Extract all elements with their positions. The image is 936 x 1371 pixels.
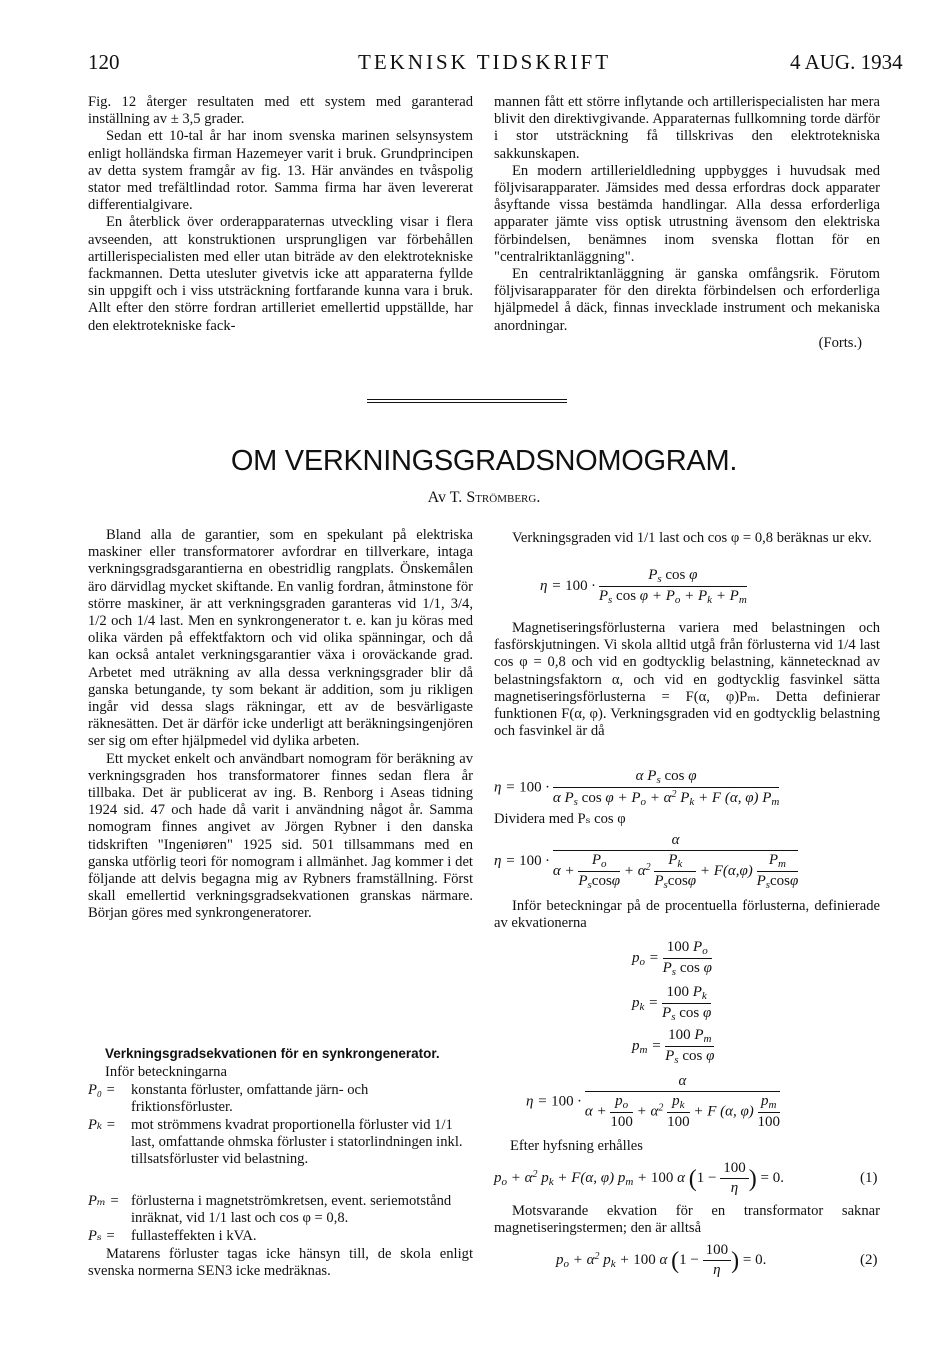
right-text: Verkningsgraden vid 1/1 last och cos φ = 0,8 beräknas ur ekv.	[512, 530, 872, 546]
prev-right-column	[494, 94, 880, 352]
issue-date: 4 AUG. 1934	[790, 50, 903, 74]
page-number: 120	[88, 50, 120, 74]
definition-text: konstanta förluster, omfattande järn- och friktionsförluster.	[131, 1082, 369, 1116]
prev-paragraph: Sedan ett 10-tal år har inom svenska marinen selsynsystem enligt holländska firman Hazemeyer varit i bruk. Grundprincipen av detta system framgår av fig. 13. Här användes en tvåspolig stator med trefältlindad rotor. Samma firma har även levererat differentialgivare.	[88, 128, 473, 214]
article-separator	[367, 399, 567, 403]
definition-symbol: Pₛ =	[88, 1228, 116, 1244]
article-left-column	[88, 527, 473, 923]
equation-po: $p_o$ = $\frac{100 P_o}{P_s \cos \varphi}$	[632, 939, 712, 978]
author-name: Strömberg.	[466, 489, 541, 506]
prev-paragraph: En återblick över orderapparaternas utveckling visar i flera avseenden, att konstruktionen ursprungligen var förbehållen artillerispecialisten med eller utan biträde av den elektrotekniske fackmannen. Detta utesluter givetvis icke att apparaterna fyllde sin uppgift och i viss utsträckning fortfarande kunna vara i bruk. Allt efter den större fordran artilleriet emellertid uppställde, har den elektrotekniske fack-	[88, 214, 473, 334]
definition-text: mot strömmens kvadrat proportionella förluster vid 1/1 last, omfattande ohmska förluster i statorlindningen inkl. tillsatsförluster vid belastning.	[131, 1117, 463, 1168]
right-text: Inför beteckningar på de procentuella förlusterna, definierade av ekvationerna	[494, 898, 880, 932]
equation-pk: $p_k$ = $\frac{100 P_k}{P_s \cos \varphi}$	[632, 984, 712, 1023]
prev-paragraph: En centralriktanläggning är ganska omfångsrik. Förutom följvisarapparater för den direkta förbindelsen och erforderliga hjälpmedel å däck, finnas invecklade instrument och mekaniska anordningar.	[494, 266, 880, 334]
article-paragraph: Ett mycket enkelt och användbart nomogram för beräkning av verkningsgraden hos transformatorer finnes sedan flera år tillbaka. Det är publicerat av ing. B. Renborg i Aseas tidning 1924 sid. 47 och hade då varit i användning något år. Samma nomogram finnes angivet av Jörgen Rybner i den danska tidskriften "Ingeniøren" 1925 sid. 501 tillsammans med en ganska utförlig teori för nomogram i allmänhet. Jag kommer i det följande att delvis begagna mig av Rybners framställning. Först skall emellertid verkningsgradsekvationen granskas närmare. Början göres med synkrongeneratorer.	[88, 750, 473, 922]
definition-text: fullasteffekten i kVA.	[131, 1228, 257, 1244]
equation-label: (2)	[860, 1252, 878, 1268]
equation-2: $p_o + \alpha^2$ $p_k + 100$ α (1 − $\frac{100}{\eta}$ ) = 0.	[556, 1242, 767, 1278]
continued-note: (Forts.)	[818, 334, 862, 351]
journal-title: TEKNISK TIDSKRIFT	[358, 50, 612, 74]
equation-1: $p_o + \alpha^2$ $p_k + F(\alpha$, φ) $p_m + 100$ α (1 − $\frac{100}{\eta}$ ) = 0.	[494, 1160, 784, 1196]
definition-item	[88, 1228, 473, 1246]
equation-efficiency-percent: η = 100 · α α + $\frac{p_o}{100}$ + $\alpha^2$ $\frac{p_k}{100}$ + F (α, φ) $\frac{p_m}{100}$	[526, 1073, 781, 1130]
definition-text: förlusterna i magnetströmkretsen, event. seriemotstånd inräknat, vid 1/1 last och cos φ = 0,8.	[131, 1193, 452, 1227]
article-author	[0, 489, 936, 507]
author-prefix: Av T.	[427, 489, 463, 506]
right-text: Dividera med Pₛ cos φ	[494, 811, 626, 827]
article-title: OM VERKNINGSGRADSNOMOGRAM.	[230, 445, 738, 477]
prev-paragraph: mannen fått ett större inflytande och artillerispecialisten har mera blivit den direktivgivande. Apparaternas fullkomning torde därför i stor utsträckning få tillskrivas den elektrotekniska sakkunskapen.	[494, 94, 880, 162]
article-paragraph: Bland alla de garantier, som en spekulant på elektriska maskiner eller transformatorer avfordrar en tillverkare, intaga verkningsgradsgarantierna en obestridlig rangplats. Önskemålen äro därvidlag mycket skiftande. En vanlig fordran, åtminstone för större maskiner, är att verkningsgraden garanteras vid 1/1, 3/4, 1/2 och 1/4 last. Men en synkrongenerator t. e. kan ju köras med olika värden på effektfaktorn och vid olika spänningar, och då kan också antalet verkningsgarantier växa i oroväckande grad. Arbetet med uträkning av alla dessa verkningsgrader blir då ganska betungande, ty som bekant är addition, som ju rikligen ingår vid dessa slags räkningar, ett av de besvärligaste räknesätten. Det är därför icke underligt att beräkningsingenjören ser sig om efter hjälpmedel vid dylika arbeten.	[88, 527, 473, 750]
section-heading: Verkningsgradsekvationen för en synkrongenerator.	[105, 1046, 440, 1061]
definition-symbol: Pₘ =	[88, 1193, 120, 1209]
definition-symbol: Pₖ =	[88, 1117, 116, 1133]
article-paragraph: Matarens förluster tagas icke hänsyn till, de skola enligt svenska normerna SEN3 icke medräknas.	[88, 1246, 473, 1280]
definition-item	[88, 1082, 473, 1118]
equation-label: (1)	[860, 1170, 878, 1186]
definition-symbol: P₀ =	[88, 1082, 116, 1098]
prev-paragraph: En modern artillerieldledning uppbygges i huvudsak med följvisarapparater. Jämsides med dessa erfordras dock apparater åsyftande vissa bestämda handlingar. Alla dessa erforderliga apparater jämte viss optisk utrustning ävensom den elektriska förbindelsen, benämnes inom svenska flottan för en "centralriktanläggning".	[494, 162, 880, 265]
equation-efficiency-general: η = 100 · $\frac{\alpha P_s \cos \varphi}{\alpha P_s \cos \varphi + P_o + \alpha^2 P_k + F (\alpha, \varphi) P_m}$	[494, 768, 780, 808]
equation-pm: $p_m$ = $\frac{100 P_m}{P_s \cos \varphi}$	[632, 1027, 715, 1066]
equation-efficiency-full-load: η = 100 · $\frac{P_s \cos \varphi}{P_s \cos \varphi + P_o + P_k + P_m}$	[540, 567, 747, 606]
definitions-intro: Inför beteckningarna	[105, 1064, 227, 1080]
definition-item	[88, 1117, 473, 1187]
right-text: Efter hyfsning erhålles	[510, 1138, 643, 1154]
prev-paragraph: Fig. 12 återger resultaten med ett system med garanterad inställning av ± 3,5 grader.	[88, 94, 473, 128]
right-text: Magnetiseringsförlusterna variera med belastningen och fasförskjutningen. Vi skola alltid utgå från förlusterna vid 1/4 last cos φ = 0,8 och vid en godtycklig belastning, kännetecknad av belastningsfaktorn α, och vid en godtycklig fasvinkel sätta magnetiseringsförlusterna = F(α, φ)Pₘ. Detta definierar funktionen F(α, φ). Verkningsgraden vid en godtycklig belastning och fasvinkel är då	[494, 620, 880, 740]
definition-item	[88, 1193, 473, 1229]
equation-efficiency-divided: η = 100 · α α + $\frac{P_o}{P_s\cos\varphi}$ + $\alpha^2$ $\frac{P_k}{P_s\cos\varphi}$ + F(α,φ) $\frac{P_m}{P_s\cos\varphi}$	[494, 832, 799, 891]
right-text: Motsvarande ekvation för en transformator saknar magnetiseringstermen; den är alltså	[494, 1203, 880, 1237]
prev-left-column	[88, 94, 473, 335]
